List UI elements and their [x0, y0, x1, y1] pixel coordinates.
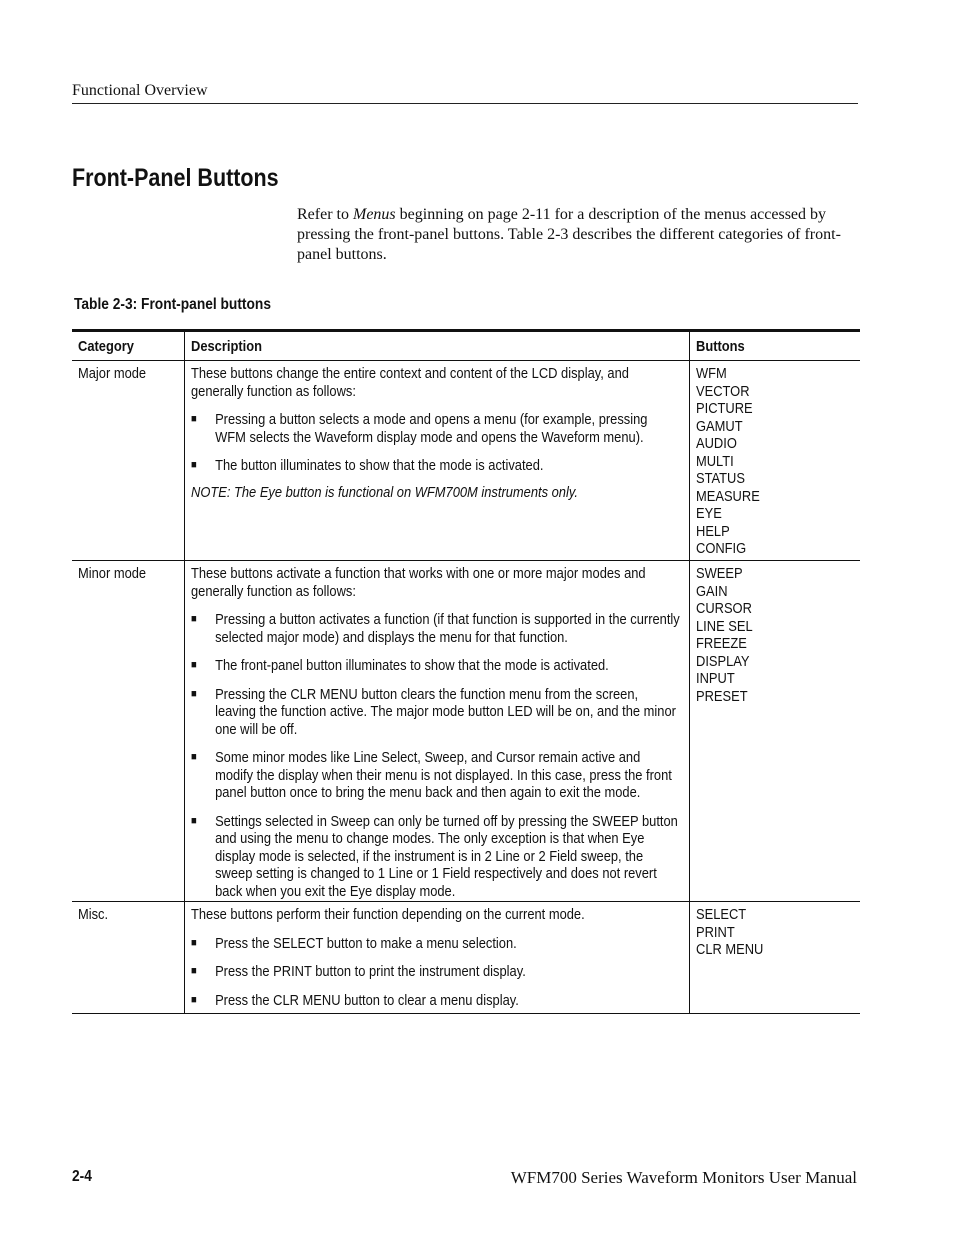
- page-number: 2-4: [72, 1168, 92, 1185]
- front-panel-buttons-table: [72, 329, 860, 1014]
- button-name: VECTOR: [696, 382, 750, 400]
- button-name: HELP: [696, 522, 730, 540]
- intro-text-after: beginning on page 2-11 for a description of the menus accessed by pressing the front-panel buttons. Table 2-3 describes the different categories of front-panel buttons.: [297, 206, 841, 263]
- row-description: These buttons change the entire context and content of the LCD display, and generally function as follows:: [191, 365, 629, 400]
- square-bullet-icon: ■: [191, 459, 197, 471]
- button-name: INPUT: [696, 670, 735, 687]
- manual-title: WFM700 Series Waveform Monitors User Manual: [510, 1168, 857, 1187]
- button-name: GAMUT: [696, 417, 743, 435]
- square-bullet-icon: ■: [191, 814, 197, 827]
- square-bullet-icon: ■: [191, 751, 197, 763]
- row-description: These buttons perform their function depending on the current mode.: [191, 906, 585, 923]
- menus-reference: Menus: [352, 206, 396, 223]
- button-name: SELECT: [696, 906, 747, 923]
- row-description: These buttons activate a function that works with one or more major modes and generally function as follows:: [191, 565, 646, 600]
- button-name: CURSOR: [696, 600, 752, 617]
- button-name: PRESET: [696, 687, 748, 705]
- button-name: STATUS: [696, 470, 745, 487]
- button-name: LINE SEL: [696, 617, 753, 635]
- button-name: PRINT: [696, 923, 735, 941]
- button-name: SWEEP: [696, 565, 743, 582]
- button-name: GAIN: [696, 582, 728, 600]
- column-header-category: Category: [78, 338, 134, 355]
- table-row: [72, 561, 860, 902]
- button-name: PICTURE: [696, 400, 753, 417]
- bullet-item: ■ Press the SELECT button to make a menu selection.: [191, 934, 517, 952]
- bullet-item: ■ Some minor modes like Line Select, Sweep, and Cursor remain active and modify the display when their menu is not displayed. In this case, press the front panel button once to bring the menu back and then again to exit the mode.: [191, 749, 672, 801]
- button-name: WFM: [696, 365, 727, 382]
- table-row: [72, 361, 860, 561]
- table-header-row: [72, 332, 860, 361]
- bullet-item: ■ Press the CLR MENU button to clear a menu display.: [191, 991, 519, 1009]
- button-name: MEASURE: [696, 487, 760, 505]
- button-name: CONFIG: [696, 540, 747, 557]
- section-title: Front-Panel Buttons: [72, 164, 279, 192]
- header-rule: [72, 103, 858, 104]
- bullet-item: ■ The button illuminates to show that the mode is activated.: [191, 457, 544, 474]
- square-bullet-icon: ■: [191, 965, 197, 977]
- intro-text-before: Refer to: [297, 206, 353, 223]
- square-bullet-icon: ■: [191, 613, 197, 625]
- bullet-item: ■ Settings selected in Sweep can only be turned off by pressing the SWEEP button and using the menu to change modes. The only exception is that when Eye display mode is selected, if the instrument is in 2 Line or 2 Field sweep, the sweep setting is changed to 1 Line or 1 Field respectively and does not revert back when you exit the Eye display mode.: [191, 812, 678, 900]
- intro-paragraph: [297, 205, 859, 265]
- bullet-item: ■ Press the PRINT button to print the instrument display.: [191, 963, 526, 980]
- button-name: DISPLAY: [696, 652, 750, 670]
- column-header-description: Description: [191, 338, 262, 355]
- bullet-item: ■ Pressing a button activates a function (if that function is supported in the currently selected major mode) and displays the menu for that function.: [191, 611, 680, 646]
- running-header: Functional Overview: [72, 82, 208, 99]
- square-bullet-icon: ■: [191, 936, 197, 949]
- column-header-buttons: Buttons: [696, 338, 745, 355]
- button-name: CLR MENU: [696, 941, 764, 958]
- row-category: Minor mode: [78, 565, 147, 582]
- bullet-item: ■ The front-panel button illuminates to show that the mode is activated.: [191, 657, 609, 674]
- bullet-item: ■ Pressing a button selects a mode and opens a menu (for example, pressing WFM selects the Waveform display mode and opens the Waveform menu).: [191, 411, 648, 446]
- table-row: [72, 902, 860, 1013]
- square-bullet-icon: ■: [191, 687, 197, 700]
- button-name: MULTI: [696, 452, 734, 470]
- table-caption: Table 2-3: Front-panel buttons: [74, 296, 271, 313]
- button-name: EYE: [696, 505, 722, 522]
- row-category: Misc.: [78, 906, 109, 923]
- button-name: AUDIO: [696, 435, 737, 452]
- square-bullet-icon: ■: [191, 413, 197, 425]
- button-name: FREEZE: [696, 635, 747, 652]
- bullet-item: ■ Pressing the CLR MENU button clears the function menu from the screen, leaving the function active. The major mode button LED will be on, and the minor one will be off.: [191, 685, 676, 738]
- square-bullet-icon: ■: [191, 659, 197, 671]
- row-category: Major mode: [78, 365, 147, 382]
- row-note: NOTE: The Eye button is functional on WFM700M instruments only.: [191, 483, 578, 501]
- square-bullet-icon: ■: [191, 993, 197, 1006]
